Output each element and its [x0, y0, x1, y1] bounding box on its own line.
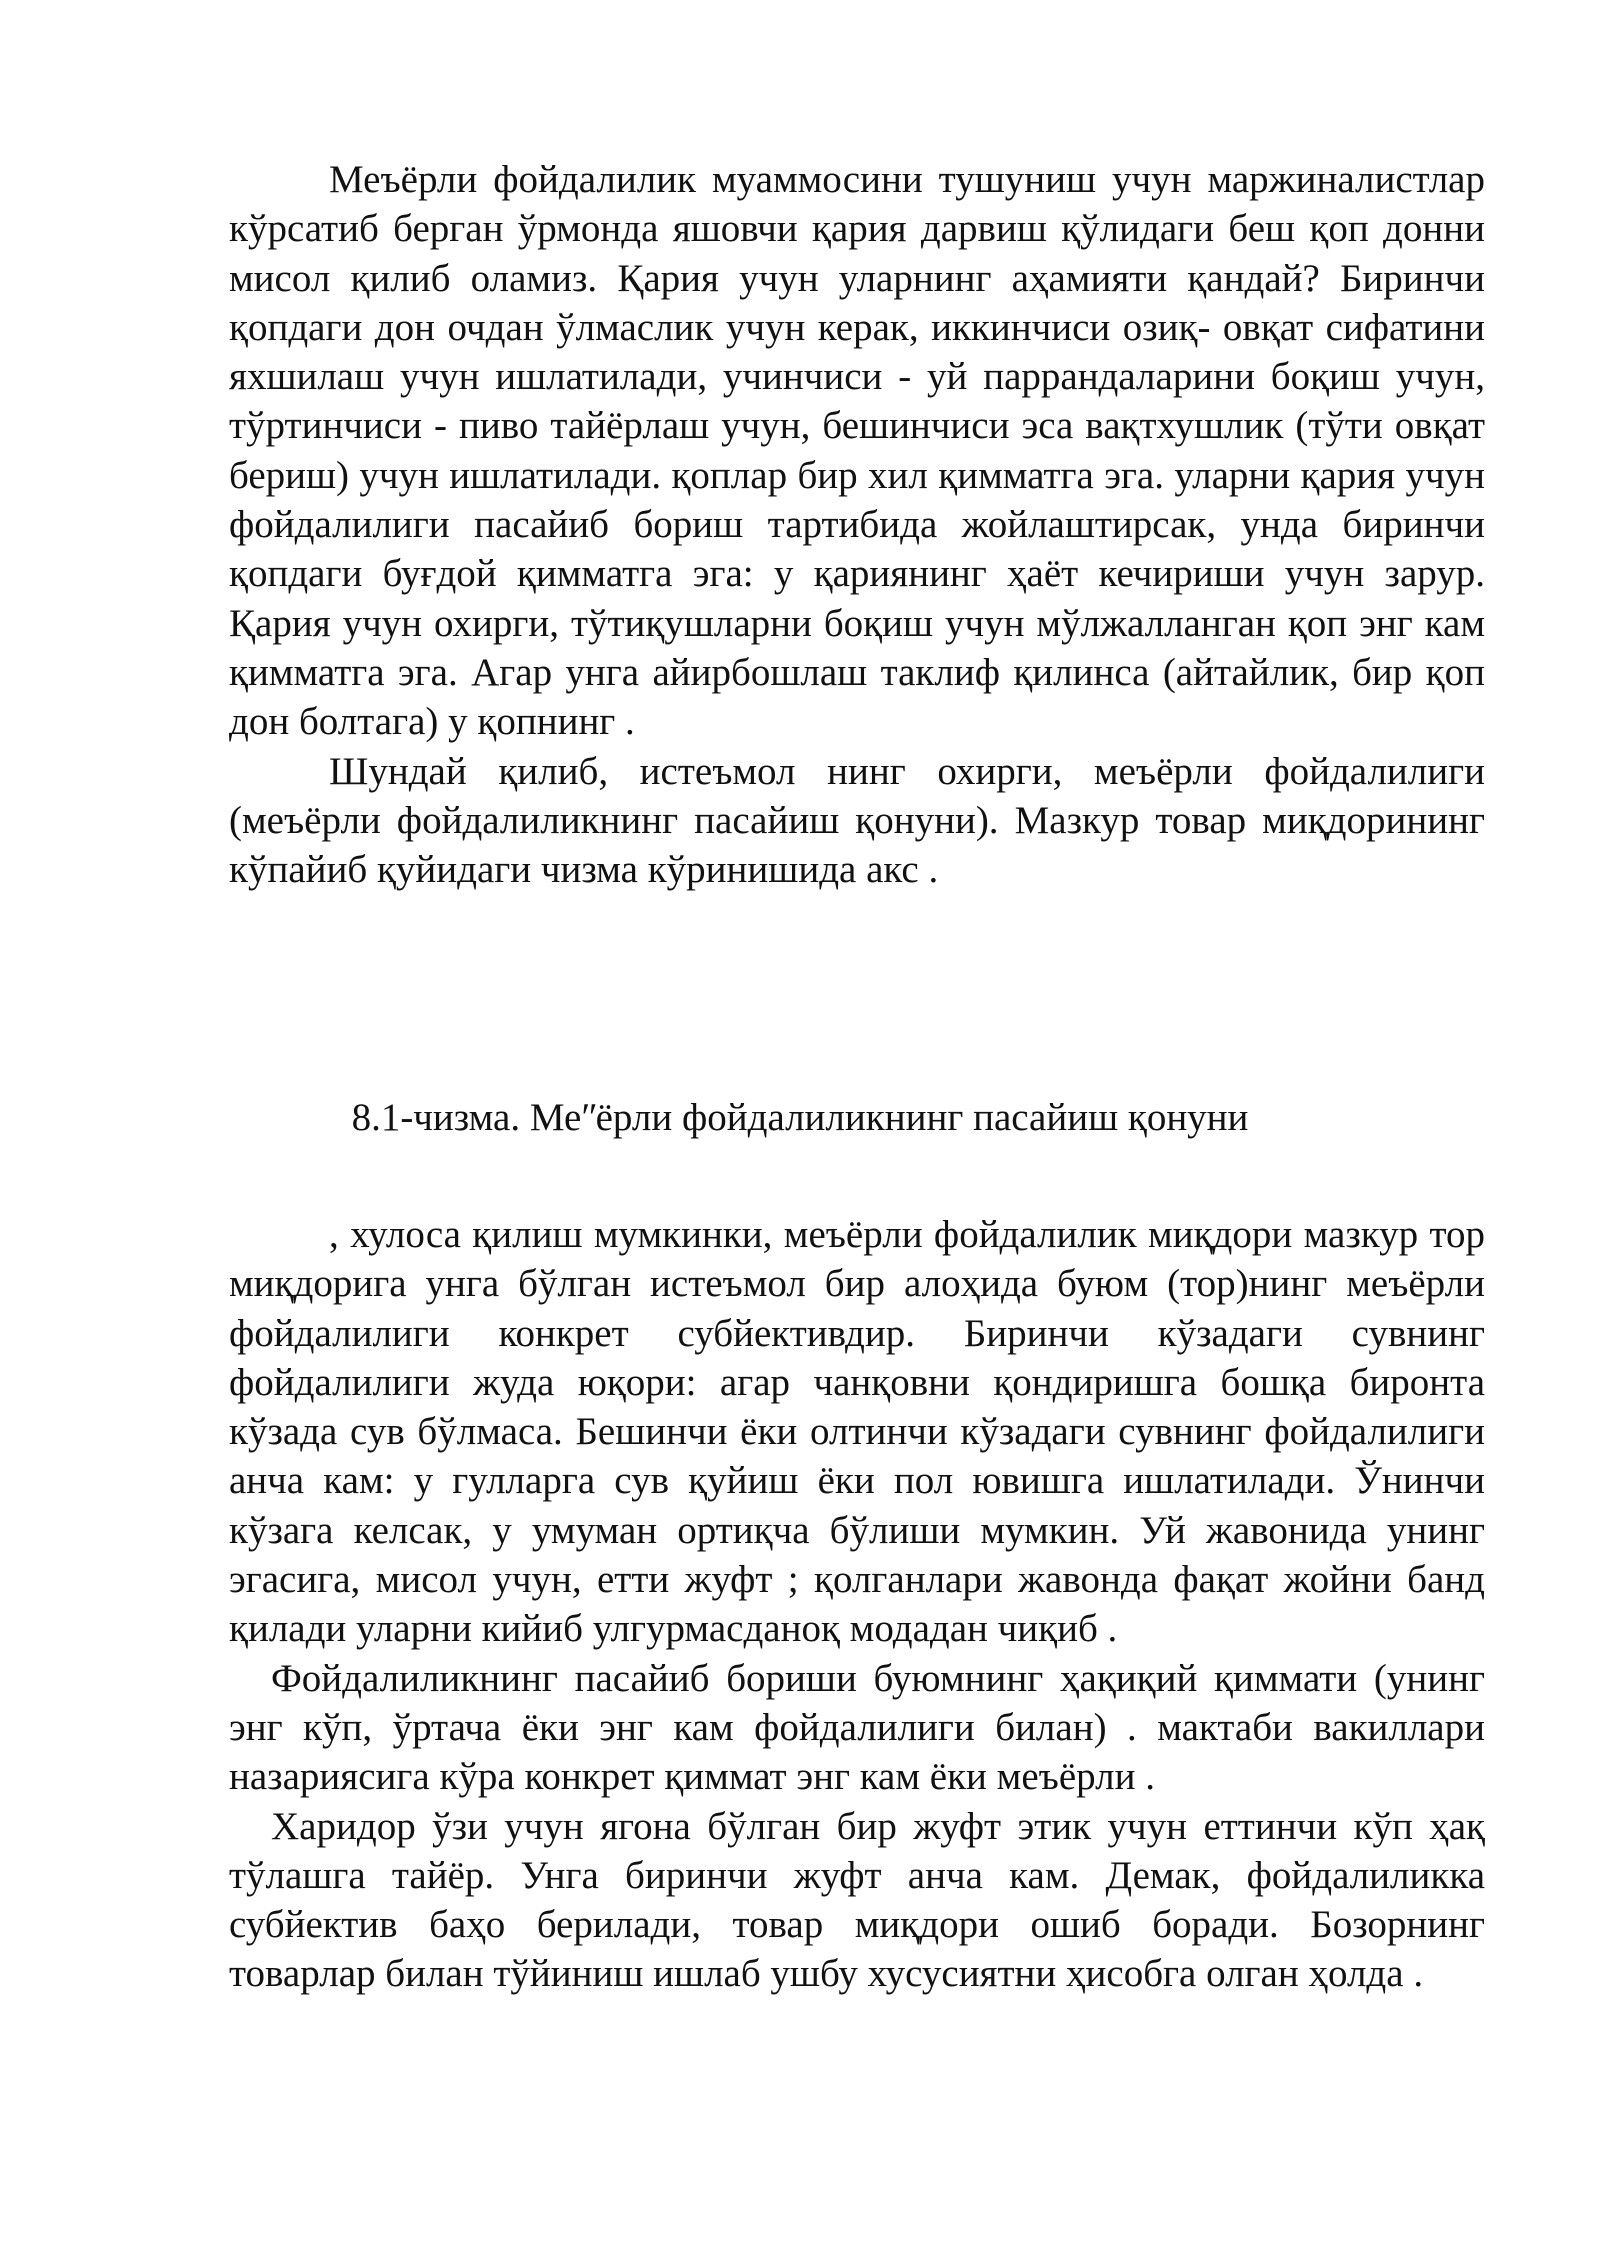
paragraph: Шундай қилиб, истеъмол нинг охирги, меъёрли фойдалилиги (меъёрли фойдалиликнинг пасайиш қонуни). Мазкур товар миқдорининг кўпайиб қуйидаги чизма кўринишида акс . [229, 749, 1485, 892]
paragraph: , хулоса қилиш мумкинки, меъёрли фойдалилик миқдори мазкур тор миқдорига унга бўлган истеъмол бир алоҳида буюм (тор)нинг меъёрли фойдалилиги конкрет субйективдир. Биринчи кўзадаги сувнинг фойдалилиги жуда юқори: агар чанқовни қондиришга бошқа биронта кўзада сув бўлмаса. Бешинчи ёки олтинчи кўзадаги сувнинг фойдалилиги анча кам: у гулларга сув қуйиш ёки пол ювишга ишлатилади. Ўнинчи кўзага келсак, у умуман ортиқча бўлиши мумкин. Уй жавонида унинг эгасига, мисол учун, етти жуфт ; қолганлари жавонда фақат жойни банд қилади уларни кийиб улгурмасданоқ модадан чиқиб . [229, 1213, 1485, 1651]
figure-placeholder [229, 960, 1485, 1080]
paragraph: Фойдалиликнинг пасайиб бориши буюмнинг ҳақиқий қиммати (унинг энг кўп, ўртача ёки энг кам фойдалилиги билан) . мактаби вакиллари назариясига кўра конкрет қиммат энг кам ёки меъёрли . [229, 1656, 1485, 1799]
text-section-2 [229, 1210, 1485, 1999]
text-section-1 [229, 155, 1485, 894]
paragraph: Харидор ўзи учун ягона бўлган бир жуфт этик учун еттинчи кўп ҳақ тўлашга тайёр. Унга биринчи жуфт анча кам. Демак, фойдалиликка субйектив баҳо берилади, товар миқдори ошиб боради. Бозорнинг товарлар билан тўйиниш ишлаб ушбу хусусиятни ҳисобга олган ҳолда . [229, 1804, 1485, 1996]
figure-caption: 8.1-чизма. Меʺёрли фойдалиликнинг пасайиш қонуни [351, 1096, 1249, 1139]
paragraph: Меъёрли фойдалилик муаммосини тушуниш учун маржиналистлар кўрсатиб берган ўрмонда яшовчи қария дарвиш қўлидаги беш қоп донни мисол қилиб оламиз. Қария учун уларнинг аҳамияти қандай? Биринчи қопдаги дон очдан ўлмаслик учун керак, иккинчиси озиқ- овқат сифатини яхшилаш учун ишлатилади, учинчиси - уй паррандаларини боқиш учун, тўртинчиси - пиво тайёрлаш учун, бешинчиси эса вақтхушлик (тўти овқат бериш) учун ишлатилади. қоплар бир хил қимматга эга. уларни қария учун фойдалилиги пасайиб бориш тартибида жойлаштирсак, унда биринчи қопдаги буғдой қимматга эга: у қариянинг ҳаёт кечириши учун зарур. Қария учун охирги, тўтиқушларни боқиш учун мўлжалланган қоп энг кам қимматга эга. Агар унга айирбошлаш таклиф қилинса (айтайлик, бир қоп дон болтага) у қопнинг . [229, 158, 1485, 744]
